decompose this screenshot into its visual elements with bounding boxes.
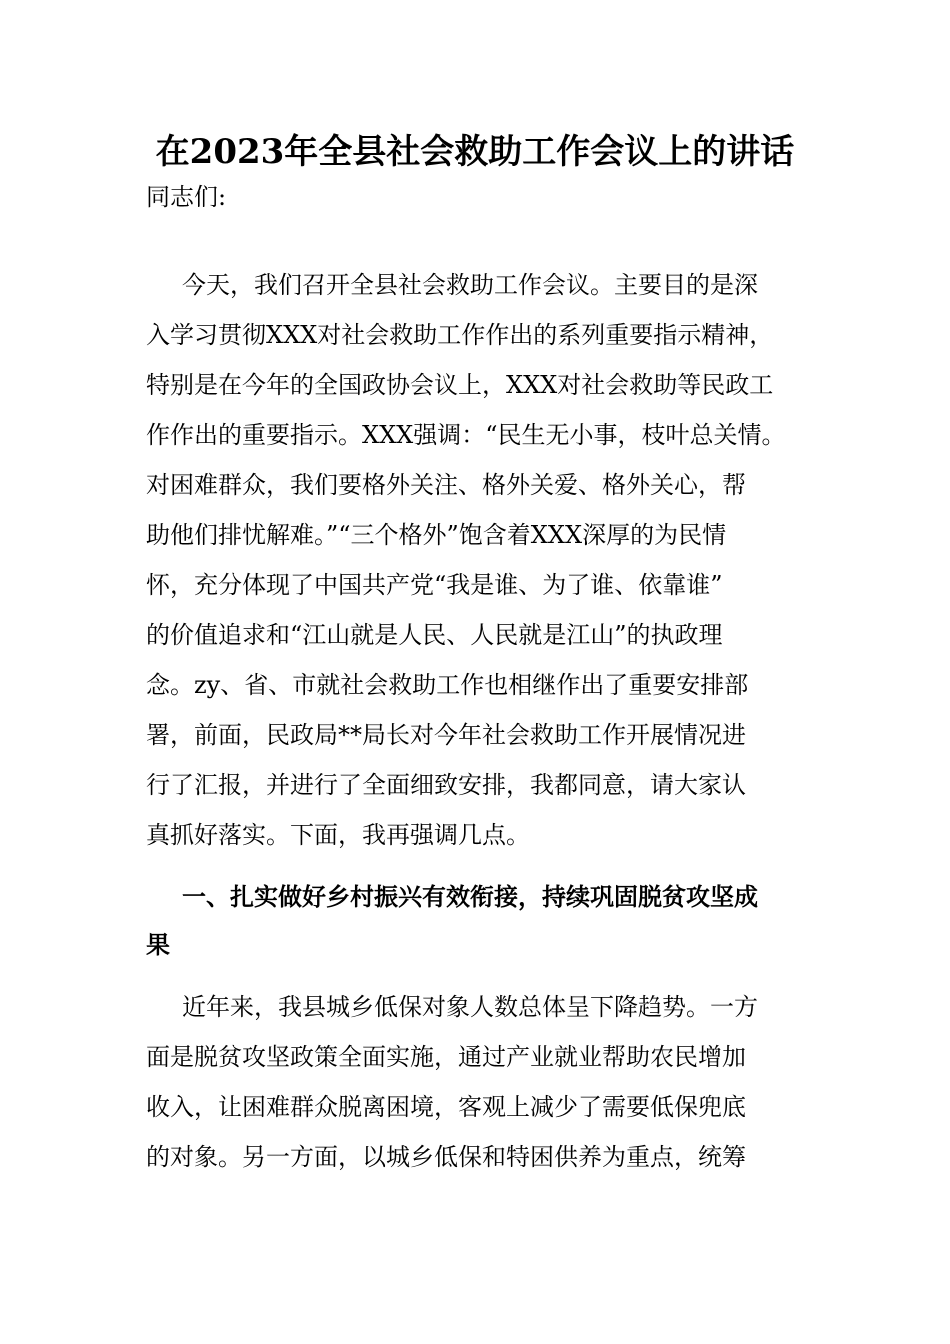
paragraph-line: 行了汇报，并进行了全面细致安排，我都同意，请大家认 — [146, 771, 746, 799]
salutation: 同志们: — [146, 183, 227, 211]
paragraph-line: 的对象。另一方面，以城乡低保和特困供养为重点，统筹 — [146, 1143, 746, 1171]
paragraph-line: 真抓好落实。下面，我再强调几点。 — [146, 821, 530, 849]
paragraph-line: 怀，充分体现了中国共产党“我是谁、为了谁、依靠谁” — [146, 571, 723, 599]
paragraph-line: 入学习贯彻XXX对社会救助工作作出的系列重要指示精神， — [146, 321, 774, 349]
paragraph-line: 署，前面，民政局**局长对今年社会救助工作开展情况进 — [146, 721, 746, 749]
paragraph-line: 念。zy、省、市就社会救助工作也相继作出了重要安排部 — [146, 671, 749, 699]
paragraph-line: 对困难群众，我们要格外关注、格外关爱、格外关心，帮 — [146, 471, 746, 499]
section-heading-line: 果 — [146, 931, 170, 959]
paragraph-line: 近年来，我县城乡低保对象人数总体呈下降趋势。一方 — [182, 993, 758, 1021]
paragraph-line: 作作出的重要指示。XXX强调：“民生无小事，枝叶总关情。 — [146, 421, 786, 449]
paragraph-line: 面是脱贫攻坚政策全面实施，通过产业就业帮助农民增加 — [146, 1043, 746, 1071]
section-heading-line: 一、扎实做好乡村振兴有效衔接，持续巩固脱贫攻坚成 — [182, 883, 758, 911]
document-title: 在2023年全县社会救助工作会议上的讲话 — [155, 132, 795, 172]
paragraph-line: 今天，我们召开全县社会救助工作会议。主要目的是深 — [182, 271, 758, 299]
paragraph-line: 的价值追求和“江山就是人民、人民就是江山”的执政理 — [146, 621, 723, 649]
paragraph-line: 收入，让困难群众脱离困境，客观上减少了需要低保兜底 — [146, 1093, 746, 1121]
paragraph-line: 助他们排忧解难。”“三个格外”饱含着XXX深厚的为民情 — [146, 521, 727, 549]
paragraph-line: 特别是在今年的全国政协会议上，XXX对社会救助等民政工 — [146, 371, 774, 399]
